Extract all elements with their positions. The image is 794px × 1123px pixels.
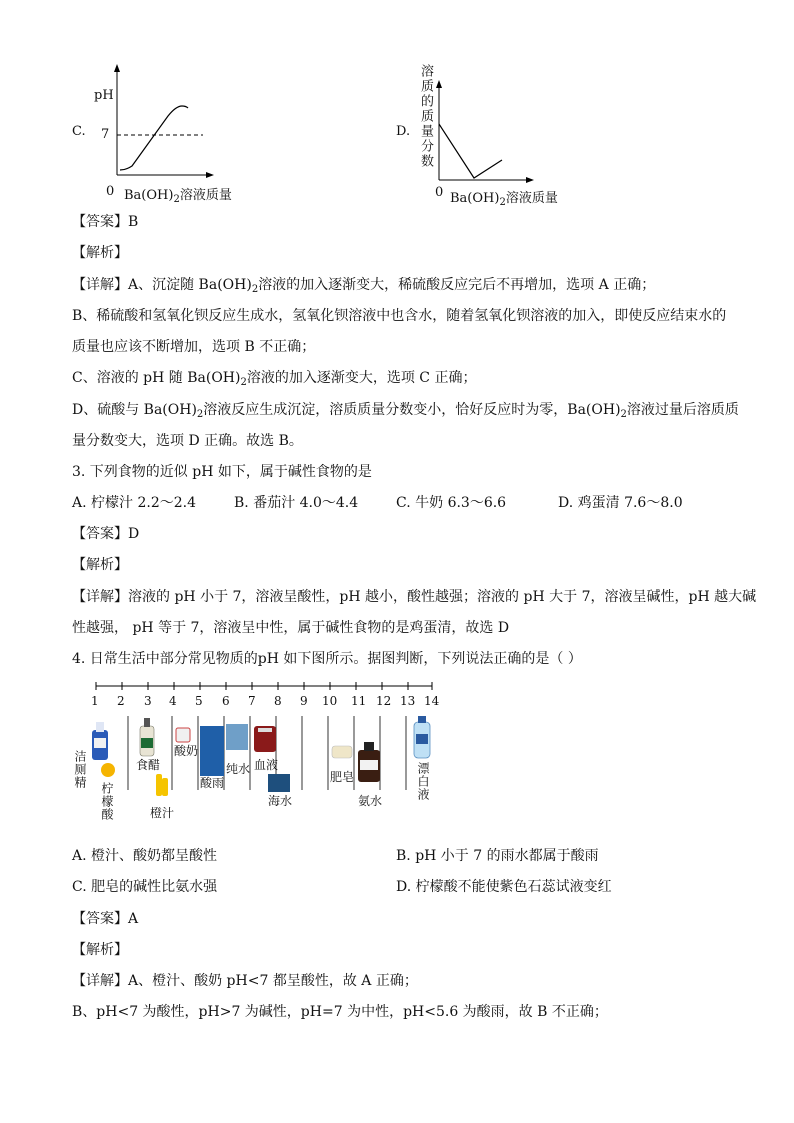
graph-c-option-label: C. (72, 124, 86, 139)
label-blood: 血液 (254, 758, 279, 772)
graph-d-origin-label: 0 (435, 185, 444, 200)
q3-option-a: A. 柠檬汁 2.2～2.4 (72, 495, 196, 511)
graph-d (390, 60, 590, 210)
graph-c-xlabel: $Ba(OH)_2$溶液质量 (124, 188, 232, 205)
q3-detail-line1: 【详解】溶液的 pH 小于 7，溶液呈酸性，pH 越小，酸性越强；溶液的 pH 大于 7，溶液呈碱性，pH 越大碱 (72, 589, 757, 605)
q3-stem: 3. 下列食物的近似 pH 如下，属于碱性食物的是 (72, 464, 372, 480)
label-citric-acid: 柠檬酸 (100, 782, 114, 821)
lemon-icon (101, 763, 115, 777)
ph-scale-figure (70, 678, 450, 830)
label-vinegar: 食醋 (136, 758, 161, 772)
q2-detail-a: 【详解】A、沉淀随 $Ba(OH)_2$溶液的加入逐渐变大，稀硫酸反应完后不再增加，选项 A 正确； (72, 277, 656, 295)
q4-answer: 【答案】A (72, 911, 139, 927)
q4-detail-a: 【详解】A、橙汁、酸奶 pH<7 都呈酸性，故 A 正确； (72, 973, 418, 989)
ph-scale-11: 11 (351, 694, 367, 708)
acid-rain-icon (200, 726, 224, 776)
q3-answer: 【答案】D (72, 526, 140, 542)
graph-c-curve (120, 106, 188, 170)
ph-scale-2: 2 (117, 694, 125, 708)
graph-c (60, 60, 260, 210)
q3-option-b: B. 番茄汁 4.0～4.4 (234, 495, 359, 511)
ph-scale-14: 14 (424, 694, 440, 708)
q3-option-d: D. 鸡蛋清 7.6～8.0 (558, 495, 683, 511)
ph-scale-4: 4 (169, 694, 177, 708)
label-sea-water: 海水 (268, 794, 293, 808)
label-bleach: 漂白液 (416, 762, 430, 801)
toilet-cleaner-bottle-icon (92, 722, 108, 760)
label-soap: 肥皂 (330, 770, 355, 784)
q3-detail-line2: 性越强， pH 等于 7，溶液呈中性，属于碱性食物的是鸡蛋清，故选 D (72, 620, 510, 636)
q2-answer: 【答案】B (72, 214, 139, 230)
ammonia-bottle-icon (358, 742, 380, 782)
pure-water-icon (226, 724, 248, 750)
yogurt-icon (176, 728, 190, 742)
ph-scale-7: 7 (248, 694, 256, 708)
q4-option-b: B. pH 小于 7 的雨水都属于酸雨 (396, 848, 599, 864)
q2-detail-d-line2: 量分数变大，选项 D 正确。故选 B。 (72, 433, 303, 449)
q2-detail-d-line1: D、硫酸与 $Ba(OH)_2$溶液反应生成沉淀，溶质质量分数变小，恰好反应时为零，$Ba(OH)_2$溶液过量后溶质质 (72, 402, 739, 420)
label-orange-juice: 橙汁 (150, 806, 175, 820)
ph-scale-8: 8 (274, 694, 282, 708)
sea-water-icon (268, 774, 290, 792)
ph-scale-12: 12 (376, 694, 392, 708)
ph-scale-3: 3 (144, 694, 152, 708)
q4-options (72, 846, 732, 898)
q4-analysis-heading: 【解析】 (72, 942, 128, 958)
graph-d-x-arrow (526, 177, 534, 183)
graph-d-ylabel: 溶质的质量分数 (418, 64, 433, 169)
ph-scale-9: 9 (300, 694, 308, 708)
ph-scale-1: 1 (91, 694, 99, 708)
graph-d-option-label: D. (396, 124, 411, 139)
soap-icon (332, 746, 352, 758)
graph-c-origin-label: 0 (106, 184, 115, 199)
graph-c-y-arrow (114, 64, 120, 72)
q4-stem: 4. 日常生活中部分常见物质的pH 如下图所示。据图判断，下列说法正确的是（ ） (72, 651, 582, 667)
q4-detail-b: B、pH<7 为酸性，pH>7 为碱性，pH=7 为中性，pH<5.6 为酸雨，故 B 不正确； (72, 1004, 608, 1020)
label-yogurt: 酸奶 (174, 744, 199, 758)
label-acid-rain: 酸雨 (200, 776, 225, 790)
graph-c-y7-label: 7 (101, 127, 110, 142)
q4-option-a: A. 橙汁、酸奶都呈酸性 (72, 848, 218, 864)
ph-scale-axis (70, 678, 450, 830)
graph-d-xlabel: $Ba(OH)_2$溶液质量 (450, 191, 558, 208)
graph-d-curve (439, 124, 502, 178)
bleach-bottle-icon (414, 716, 430, 758)
vinegar-bottle-icon (140, 718, 154, 756)
graph-d-y-arrow (436, 80, 442, 88)
q3-option-c: C. 牛奶 6.3～6.6 (396, 495, 507, 511)
q2-detail-c: C、溶液的 pH 随 $Ba(OH)_2$溶液的加入逐渐变大，选项 C 正确； (72, 370, 477, 388)
label-toilet-cleaner: 洁厕精 (73, 750, 87, 789)
ph-scale-10: 10 (322, 694, 338, 708)
graph-c-ylabel: pH (94, 88, 114, 103)
ph-scale-6: 6 (222, 694, 230, 708)
q2-analysis-heading: 【解析】 (72, 245, 128, 261)
q4-option-c: C. 肥皂的碱性比氨水强 (72, 879, 218, 895)
q2-detail-b-line2: 质量也应该不断增加，选项 B 不正确； (72, 339, 316, 355)
q3-options (72, 493, 732, 513)
ph-scale-13: 13 (400, 694, 416, 708)
q2-detail-b-line1: B、稀硫酸和氢氧化钡反应生成水，氢氧化钡溶液中也含水，随着氢氧化钡溶液的加入，即使反应结束水的 (72, 308, 727, 324)
blood-bag-icon (254, 726, 276, 752)
orange-juice-icon (156, 774, 168, 796)
q4-option-d: D. 柠檬酸不能使紫色石蕊试液变红 (396, 879, 612, 895)
q3-analysis-heading: 【解析】 (72, 557, 128, 573)
graph-c-x-arrow (206, 172, 214, 178)
label-ammonia: 氨水 (358, 794, 383, 808)
ph-scale-5: 5 (195, 694, 203, 708)
label-pure-water: 纯水 (226, 762, 251, 776)
